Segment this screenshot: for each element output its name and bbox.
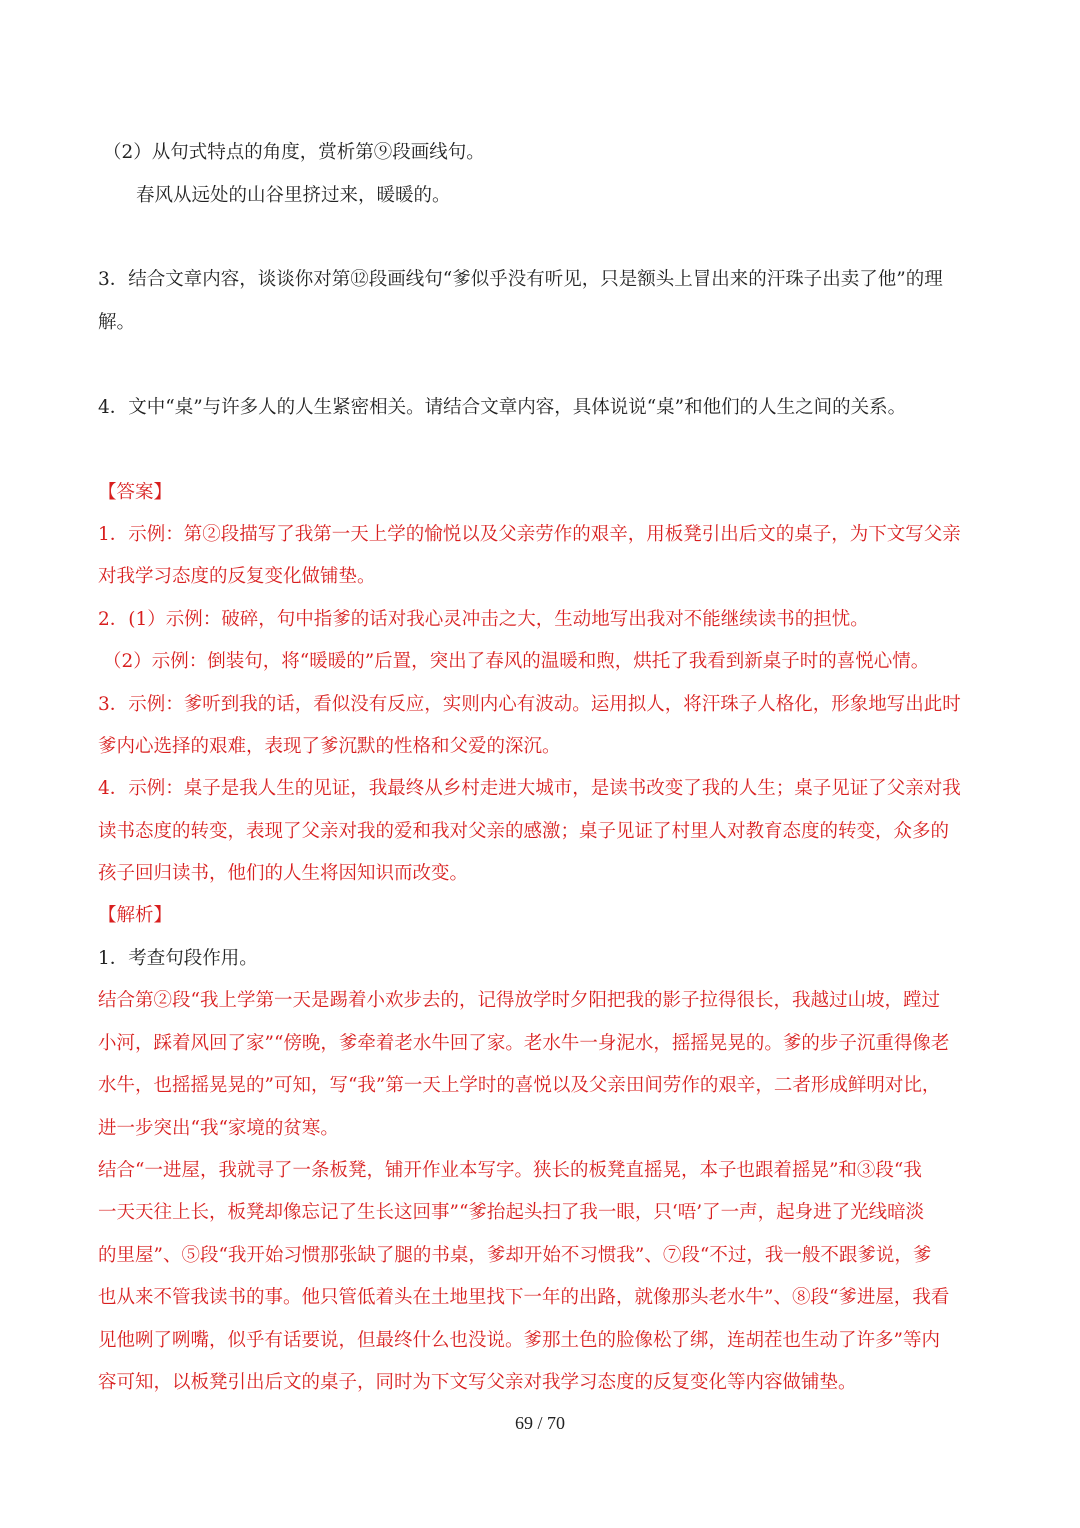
answer-line: 4．示例：桌子是我人生的见证，我最终从乡村走进大城市，是读书改变了我的人生；桌子见证了父亲对我 bbox=[98, 778, 961, 799]
answer-heading: 【答案】 bbox=[98, 482, 173, 503]
question-2-2: （2）从句式特点的角度，赏析第⑨段画线句。 bbox=[103, 142, 485, 163]
analysis-line: 一天天往上长，板凳却像忘记了生长这回事”“爹抬起头扫了我一眼，只‘唔’了一声，起身进了光线暗淡 bbox=[98, 1202, 925, 1223]
analysis-line: 结合“一进屋，我就寻了一条板凳，铺开作业本写字。狭长的板凳直摇晃，本子也跟着摇晃”和③段“我 bbox=[98, 1160, 922, 1181]
analysis-line: 也从来不管我读书的事。他只管低着头在土地里找下一年的出路，就像那头老水牛”、⑧段“爹进屋，我看 bbox=[98, 1287, 950, 1308]
question-4: 4．文中“桌”与许多人的人生紧密相关。请结合文章内容，具体说说“桌”和他们的人生之间的关系。 bbox=[98, 397, 907, 418]
answer-line: 2．(1）示例：破碎，句中指爹的话对我心灵冲击之大，生动地写出我对不能继续读书的担忧。 bbox=[98, 609, 869, 630]
answer-line: 爹内心选择的艰难，表现了爹沉默的性格和父爱的深沉。 bbox=[98, 736, 561, 757]
analysis-heading: 【解析】 bbox=[98, 905, 173, 926]
analysis-line: 水牛，也摇摇晃晃的”可知，写“我”第一天上学时的喜悦以及父亲田间劳作的艰辛，二者形成鲜明对比， bbox=[98, 1075, 941, 1096]
page-number: 69 / 70 bbox=[514, 1413, 565, 1433]
analysis-item-1: 1．考查句段作用。 bbox=[98, 948, 258, 969]
analysis-line: 的里屋”、⑤段“我开始习惯那张缺了腿的书桌，爹却开始不习惯我”、⑦段“不过，我一般不跟爹说，爹 bbox=[98, 1245, 932, 1266]
analysis-line: 结合第②段“我上学第一天是踢着小欢步去的，记得放学时夕阳把我的影子拉得很长，我越过山坡，蹚过 bbox=[98, 990, 940, 1011]
answer-line: 孩子回归读书，他们的人生将因知识而改变。 bbox=[98, 863, 469, 884]
analysis-line: 见他咧了咧嘴，似乎有话要说，但最终什么也没说。爹那土色的脸像松了绑，连胡茬也生动了许多”等内 bbox=[98, 1330, 940, 1351]
analysis-line: 进一步突出“我“家境的贫寒。 bbox=[98, 1118, 339, 1139]
question-3-line-2: 解。 bbox=[98, 312, 136, 333]
answer-line: 读书态度的转变，表现了父亲对我的爱和我对父亲的感激；桌子见证了村里人对教育态度的转变，众多的 bbox=[98, 821, 950, 842]
question-2-2-quote: 春风从远处的山谷里挤过来，暖暖的。 bbox=[136, 185, 451, 206]
analysis-line: 小河，踩着风回了家”“傍晚，爹牵着老水牛回了家。老水牛一身泥水，摇摇晃晃的。爹的步子沉重得像老 bbox=[98, 1033, 950, 1054]
answer-line: 对我学习态度的反复变化做铺垫。 bbox=[98, 566, 376, 587]
answer-line: 3．示例：爹听到我的话，看似没有反应，实则内心有波动。运用拟人，将汗珠子人格化，形象地写出此时 bbox=[98, 694, 961, 715]
answer-line: 1．示例：第②段描写了我第一天上学的愉悦以及父亲劳作的艰辛，用板凳引出后文的桌子，为下文写父亲 bbox=[98, 524, 961, 545]
answer-line: （2）示例：倒装句，将“暖暖的”后置，突出了春风的温暖和煦，烘托了我看到新桌子时的喜悦心情。 bbox=[103, 651, 930, 672]
question-3-line-1: 3．结合文章内容，谈谈你对第⑫段画线句“爹似乎没有听见，只是额头上冒出来的汗珠子出卖了他”的理 bbox=[98, 269, 943, 290]
analysis-line: 容可知，以板凳引出后文的桌子，同时为下文写父亲对我学习态度的反复变化等内容做铺垫。 bbox=[98, 1372, 857, 1393]
